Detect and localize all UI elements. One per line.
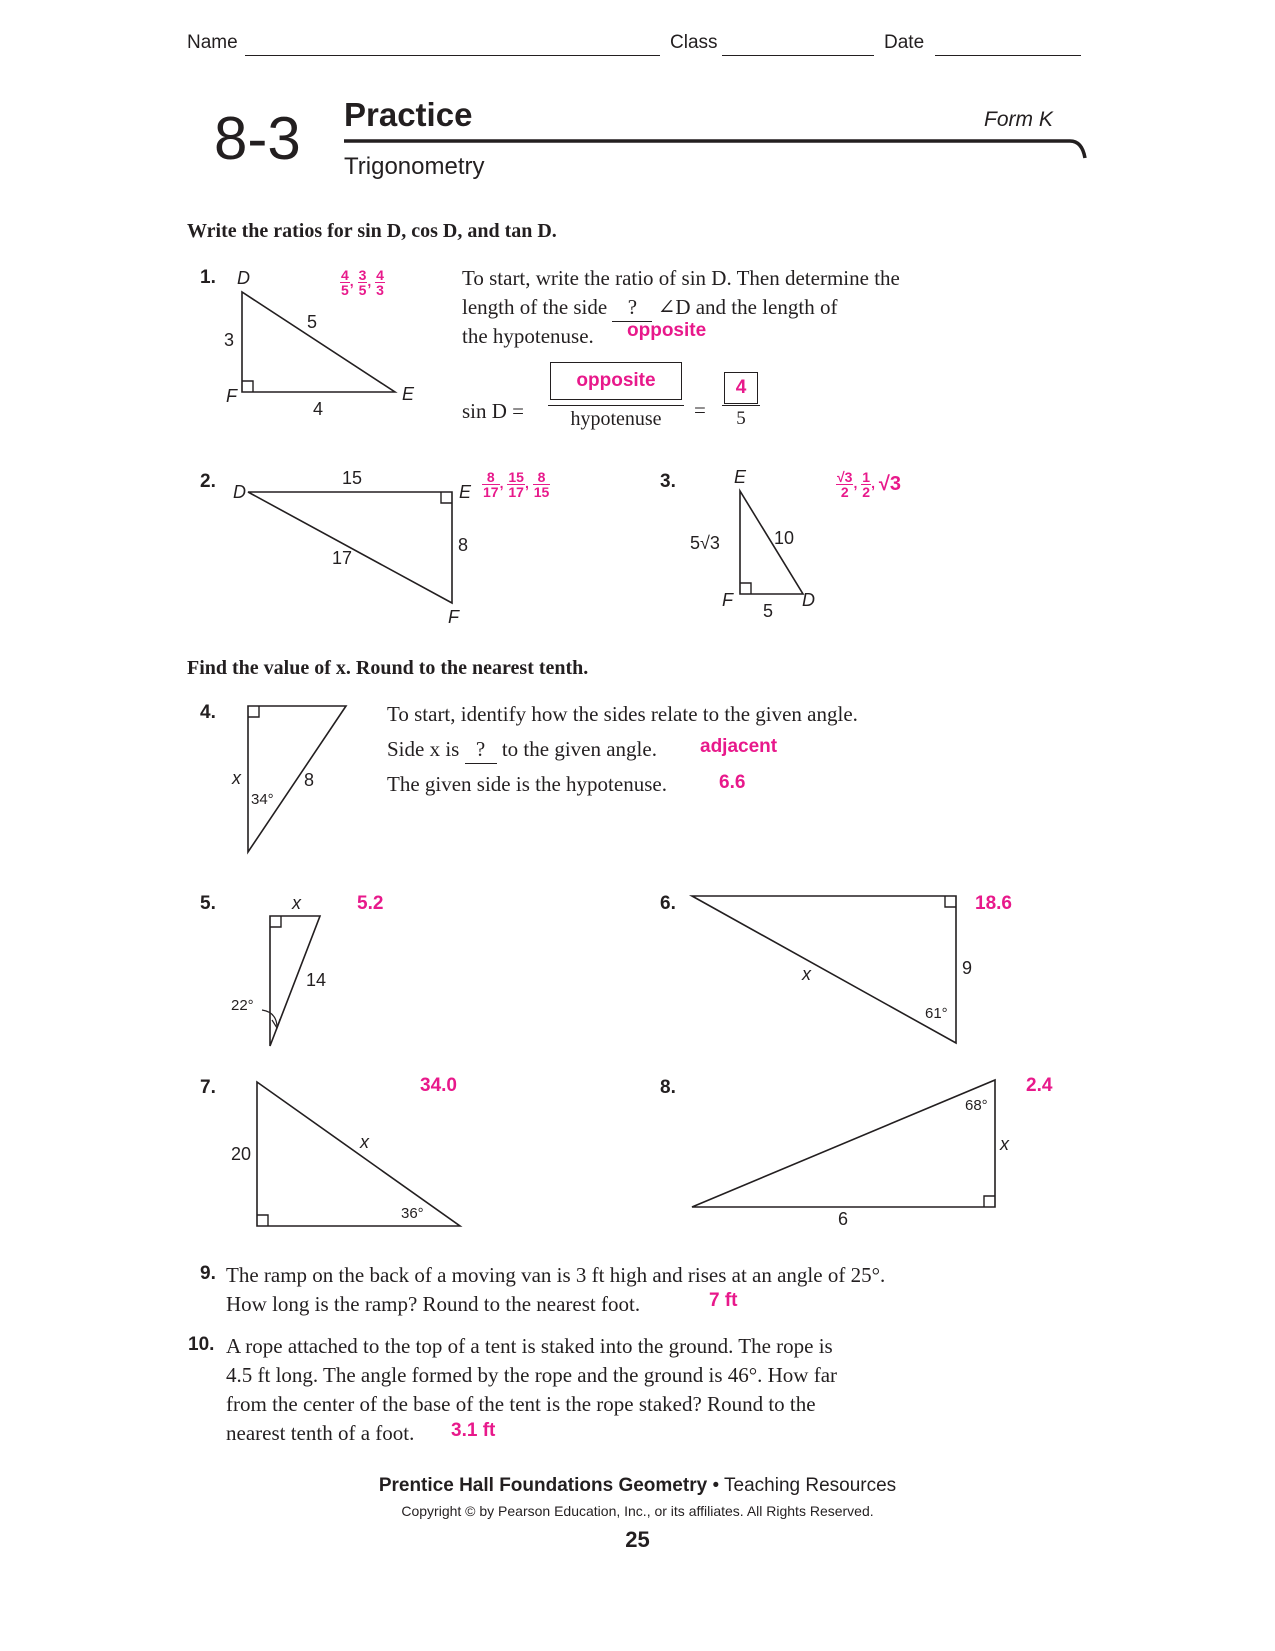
p3-answer: $\frac{√3}{2}$ , $\frac{1}{2}$ , √3 (837, 469, 901, 500)
p7-label-angle: 36° (401, 1205, 424, 1222)
p8-label-6: 6 (838, 1209, 849, 1229)
p3-side-5: 5 (763, 601, 774, 621)
class-label: Class (670, 32, 718, 53)
p9-line1: The ramp on the back of a moving van is 3 ft high and rises at an angle of 25°. (226, 1263, 886, 1287)
page-title: Practice (344, 96, 473, 133)
problem-5-number: 5. (200, 893, 216, 914)
problem-1-number: 1. (200, 267, 216, 288)
p4-answer-adjacent: adjacent (700, 736, 778, 757)
p4-line2: Side x is ? to the given angle. (387, 735, 657, 764)
p6-label-x: x (802, 964, 811, 984)
p5-answer: 5.2 (357, 893, 384, 914)
p3-side-5root3: 5√3 (690, 533, 720, 553)
lesson-number: 8-3 (214, 105, 301, 172)
p2-side-8: 8 (458, 535, 469, 555)
problem-3-number: 3. (660, 471, 676, 492)
p5-label-x: x (292, 893, 301, 913)
p2-label-F: F (448, 607, 459, 627)
page-subtitle: Trigonometry (344, 153, 485, 180)
p4-label-8: 8 (304, 770, 315, 790)
p1-label-F: F (226, 386, 237, 406)
problem-6-number: 6. (660, 893, 676, 914)
section1-instruction: Write the ratios for sin D, cos D, and tan D. (187, 220, 557, 242)
p4-blank: ? (465, 735, 497, 764)
p9-line2: How long is the ramp? Round to the nearest foot. (226, 1292, 641, 1316)
section2-instruction: Find the value of x. Round to the nearest tenth. (187, 657, 589, 679)
p1-text-line3: the hypotenuse. (462, 324, 594, 348)
p1-blank: ? (612, 293, 652, 322)
p4-label-angle: 34° (251, 791, 274, 808)
p2-label-E: E (459, 482, 472, 502)
p3-label-E: E (734, 467, 747, 487)
p1-text-line2: length of the side ? ∠D and the length of (462, 293, 837, 322)
p4-label-x: x (232, 768, 241, 788)
problem-4-number: 4. (200, 702, 216, 723)
form-label: Form K (984, 108, 1053, 131)
p1-text-line1: To start, write the ratio of sin D. Then determine the (462, 266, 900, 290)
p2-label-D: D (233, 482, 246, 502)
problem-7-number: 7. (200, 1077, 216, 1098)
p1-hypotenuse-label: hypotenuse (570, 408, 662, 430)
p4-line3: The given side is the hypotenuse. (387, 772, 667, 796)
p1-equals: = (694, 398, 706, 422)
p10-line3: from the center of the base of the tent is the rope staked? Round to the (226, 1392, 816, 1416)
p1-answer: $\frac{4}{5}$ , $\frac{3}{5}$ , $\frac{4}{3}$ (341, 267, 384, 298)
p1-side-3: 3 (224, 330, 235, 350)
p6-answer: 18.6 (975, 893, 1012, 914)
p8-label-x: x (1000, 1134, 1009, 1154)
p7-label-x: x (360, 1132, 369, 1152)
p9-answer: 7 ft (709, 1290, 738, 1311)
p1-side-4: 4 (313, 399, 324, 419)
p1-sin-label: sin D = (462, 399, 525, 423)
p1-num-box: 4 (724, 372, 758, 404)
footer-book: Prentice Hall Foundations Geometry • Teaching Resources (378, 1475, 897, 1496)
p1-box-answer: opposite (550, 362, 682, 400)
p7-answer: 34.0 (420, 1075, 457, 1096)
page-number: 25 (625, 1527, 650, 1552)
problem-8-number: 8. (660, 1077, 676, 1098)
p6-label-9: 9 (962, 958, 973, 978)
problem-9-number: 9. (200, 1263, 216, 1284)
p2-answer: $\frac{8}{17}$ , $\frac{15}{17}$ , $\frac{8}{15}$ (483, 469, 550, 500)
p6-label-angle: 61° (925, 1005, 948, 1022)
p10-answer: 3.1 ft (451, 1420, 496, 1441)
footer-copyright: Copyright © by Pearson Education, Inc., or its affiliates. All Rights Reserved. (401, 1503, 874, 1519)
name-label: Name (187, 32, 238, 53)
p1-label-E: E (402, 384, 415, 404)
p5-label-angle: 22° (231, 997, 254, 1014)
p2-side-15: 15 (342, 468, 363, 488)
p1-text-answer: opposite (627, 320, 707, 341)
p2-side-17: 17 (332, 548, 353, 568)
p1-side-5: 5 (307, 312, 318, 332)
p7-label-20: 20 (231, 1144, 252, 1164)
p10-line2: 4.5 ft long. The angle formed by the rope and the ground is 46°. How far (226, 1363, 838, 1387)
date-label: Date (884, 32, 925, 53)
p8-answer: 2.4 (1026, 1075, 1053, 1096)
p3-label-D: D (802, 590, 815, 610)
p1-label-D: D (237, 268, 250, 288)
p3-label-F: F (722, 590, 733, 610)
problem-2-number: 2. (200, 471, 216, 492)
p10-line1: A rope attached to the top of a tent is staked into the ground. The rope is (226, 1334, 833, 1358)
p5-label-14: 14 (306, 970, 327, 990)
p1-den: 5 (736, 408, 746, 429)
p4-line1: To start, identify how the sides relate to the given angle. (387, 702, 858, 726)
p3-side-10: 10 (774, 528, 795, 548)
p10-line4: nearest tenth of a foot. (226, 1421, 415, 1445)
problem-10-number: 10. (188, 1334, 215, 1355)
p8-label-angle: 68° (965, 1097, 988, 1114)
p4-answer: 6.6 (719, 772, 746, 793)
